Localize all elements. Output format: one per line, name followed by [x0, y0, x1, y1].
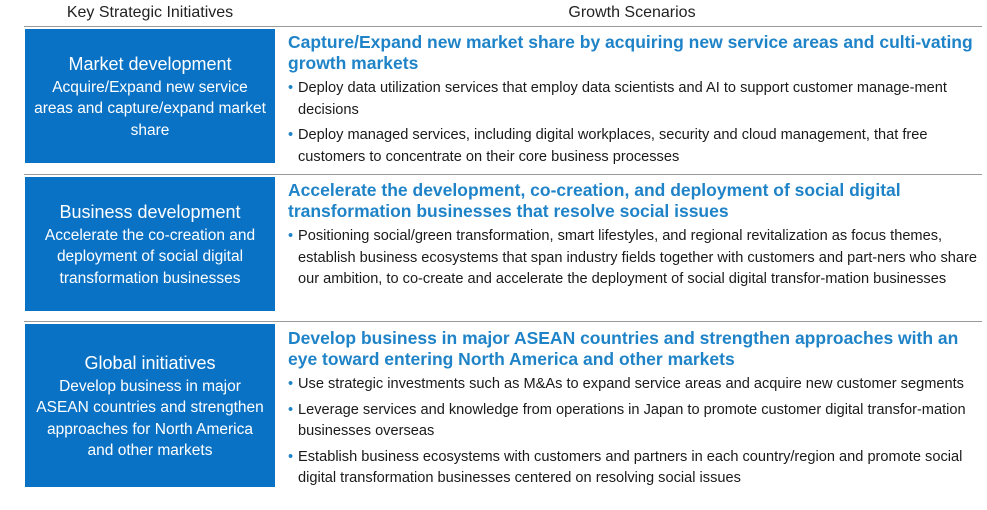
left-column-header: Key Strategic Initiatives [66, 4, 234, 21]
bullet-icon: • [288, 448, 294, 465]
scenario-bullet: • Leverage services and knowledge from operations in Japan to promote customer digital transfor-mation businesses overseas [288, 401, 966, 439]
business-development-box [25, 177, 275, 311]
initiative-title: Global initiatives [84, 352, 216, 373]
right-column-header: Growth Scenarios [568, 4, 696, 21]
business-development-scenario [288, 180, 978, 295]
scenario-heading: Capture/Expand new market share by acquiring new service areas and culti-vating growth markets [288, 32, 973, 73]
initiative-title: Market development [68, 53, 232, 74]
separator-line [24, 321, 982, 322]
bullet-icon: • [288, 228, 294, 244]
scenario-bullet: • Use strategic investments such as M&As to expand service areas and acquire new customer segments [288, 374, 978, 396]
market-development-box [25, 29, 275, 163]
scenario-bullet: • Positioning social/green transformation, smart lifestyles, and regional revitalization as focus themes, establish business ecosystems that span industry fields together with customers and part-ners who share our ambition, to co-create and accelerate the deployment of social digital transfor-mation businesses [288, 228, 977, 287]
global-initiatives-scenario [288, 328, 978, 494]
initiative-description: Develop business in major ASEAN countries and strengthen approaches for North America and other markets [36, 377, 264, 459]
scenario-heading: Develop business in major ASEAN countries and strengthen approaches with an eye toward entering North America and other markets [288, 328, 959, 369]
initiative-title: Business development [59, 201, 241, 222]
separator-line [24, 174, 982, 175]
scenario-bullet: • Establish business ecosystems with customers and partners in each country/region and promote social digital transformation businesses centered on resolving social issues [288, 448, 963, 486]
scenario-heading: Accelerate the development, co-creation, and deployment of social digital transformation businesses that resolve social issues [288, 180, 901, 221]
separator-line [24, 26, 982, 27]
initiative-description: Accelerate the co-creation and deployment of social digital transformation businesses [44, 226, 256, 287]
global-initiatives-box [25, 324, 275, 487]
bullet-icon: • [288, 376, 294, 392]
initiative-description: Acquire/Expand new service areas and capture/expand market share [34, 78, 266, 139]
scenario-bullet: • Deploy data utilization services that employ data scientists and AI to support customer manage-ment decisions [288, 80, 947, 118]
bullet-icon: • [288, 127, 294, 143]
market-development-scenario [288, 32, 978, 172]
scenario-bullet: • Deploy managed services, including digital workplaces, security and cloud management, that free customers to concentrate on their core business processes [288, 127, 928, 165]
bullet-icon: • [288, 401, 294, 418]
bullet-icon: • [288, 80, 294, 96]
